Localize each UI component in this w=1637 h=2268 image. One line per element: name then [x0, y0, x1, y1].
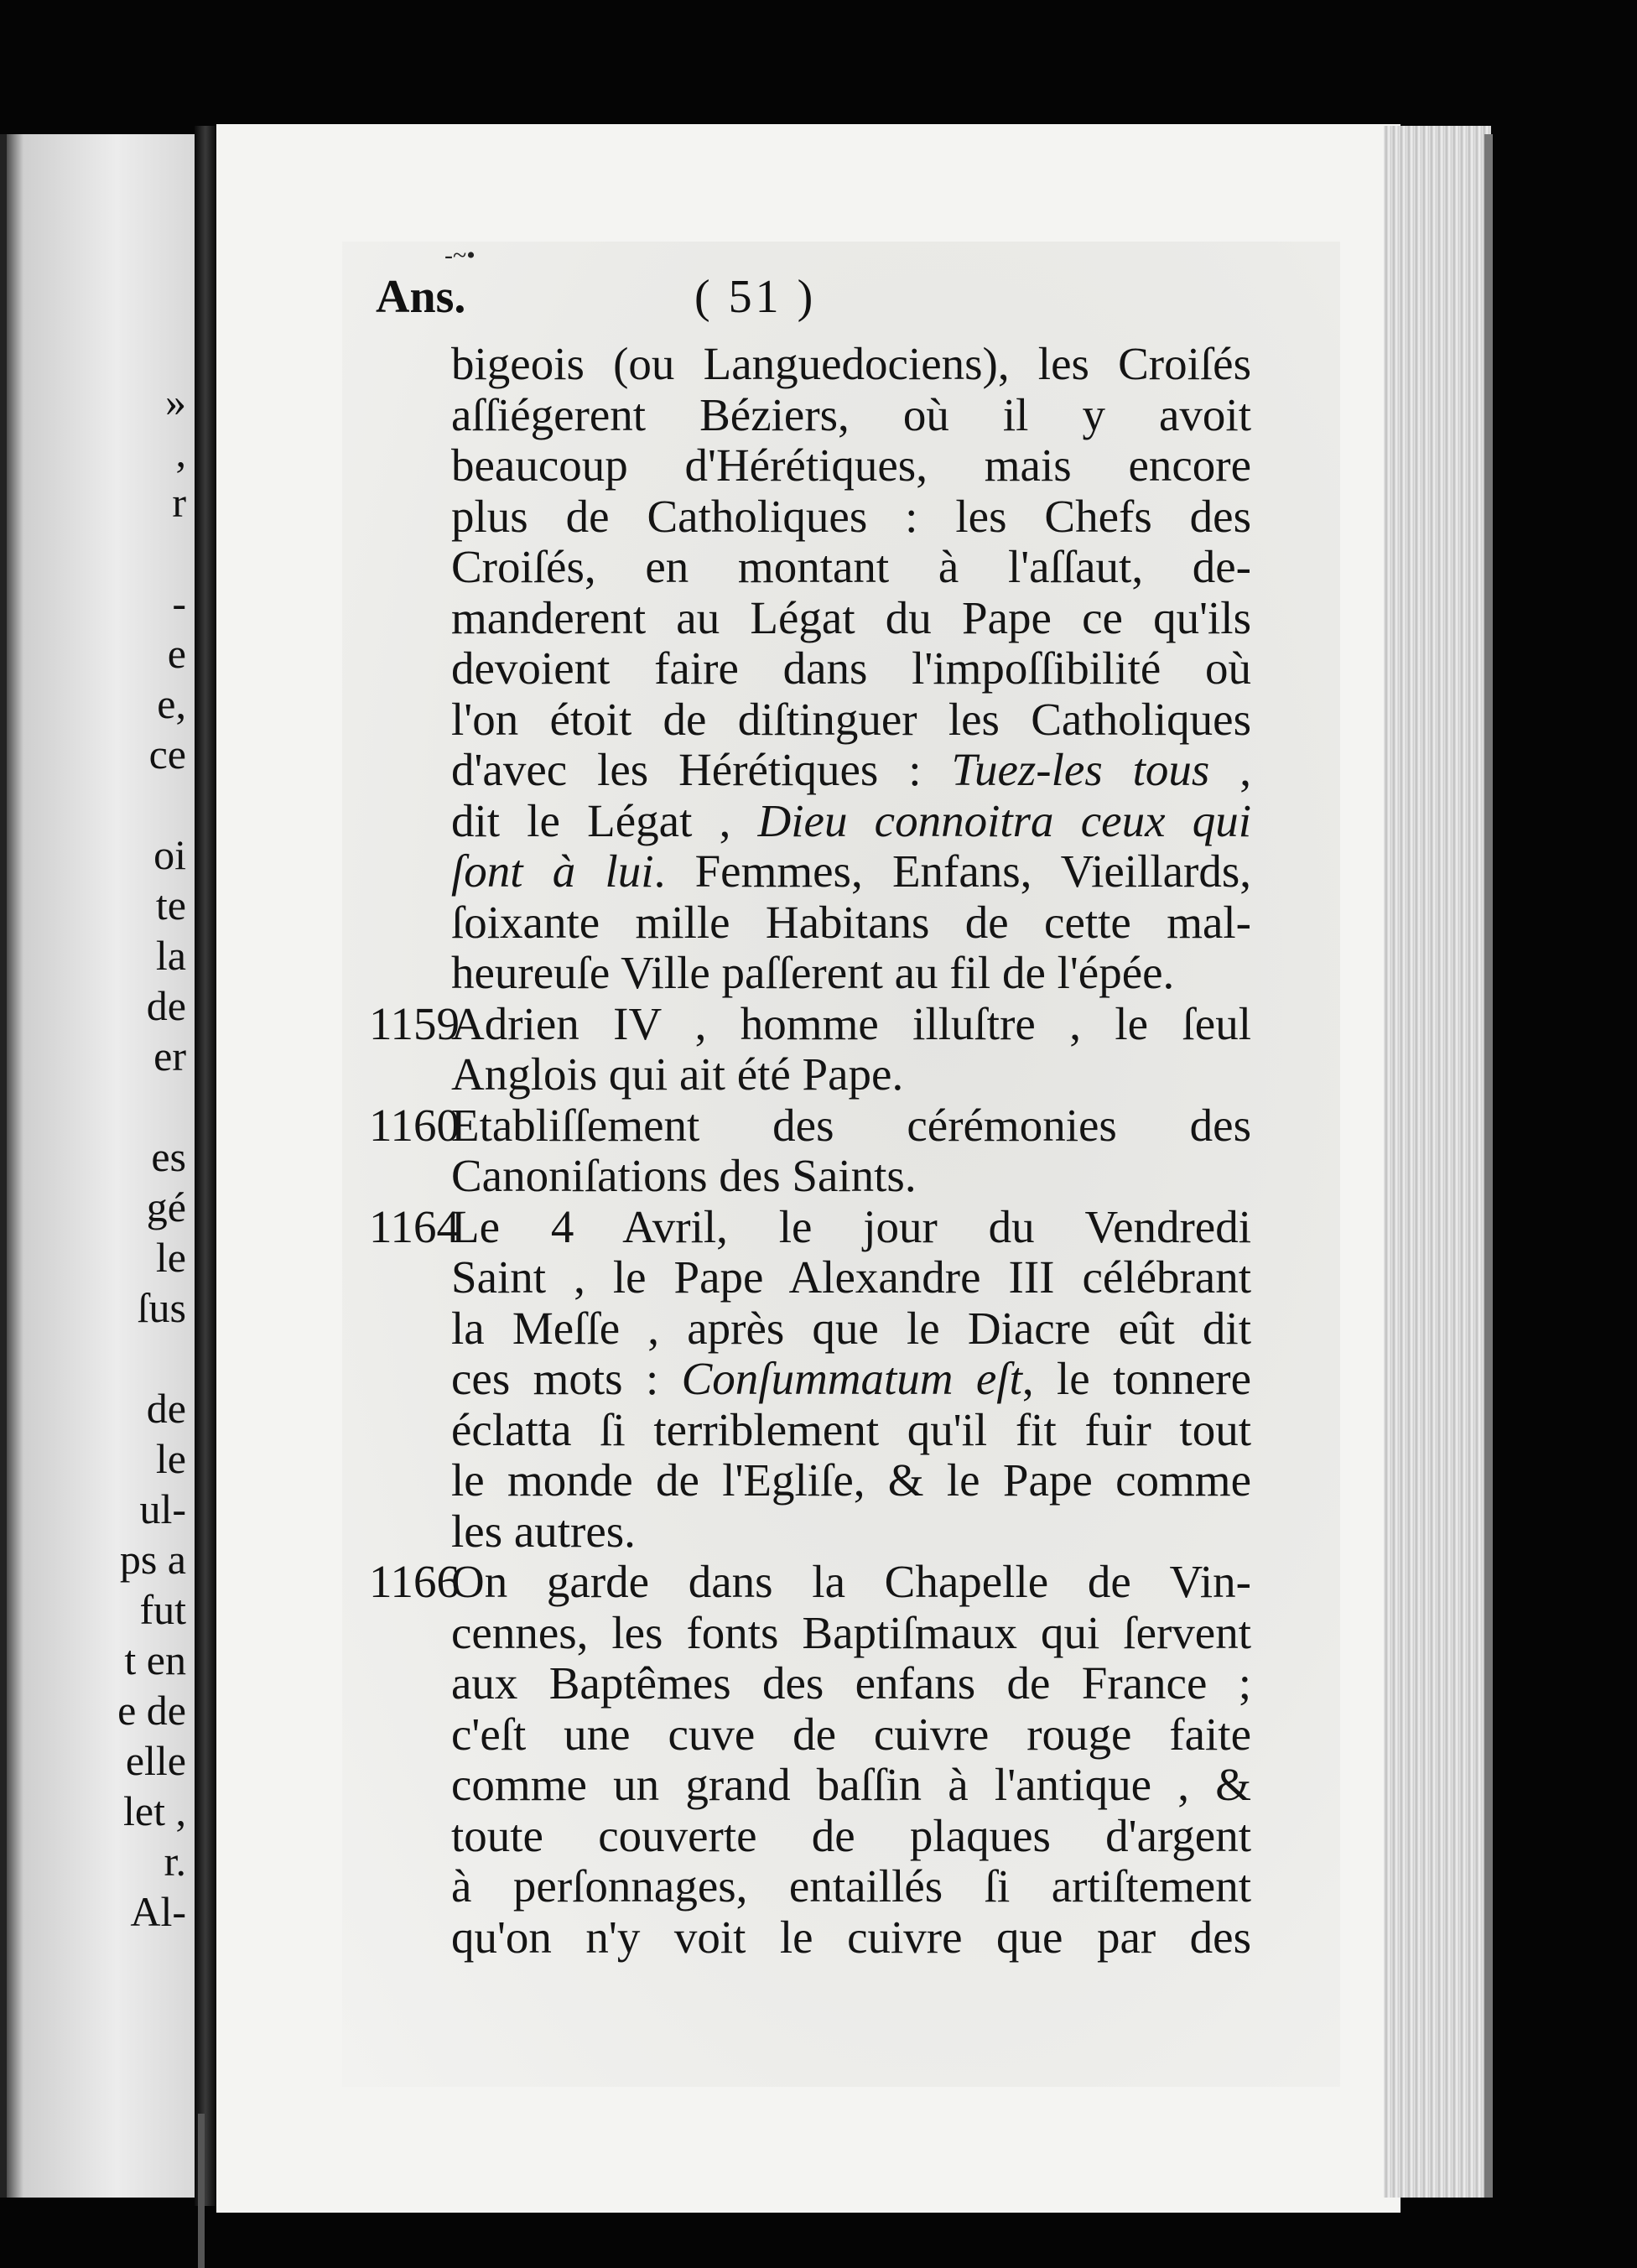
page-edges-shadow	[1484, 134, 1493, 2198]
entry-text: Le 4 Avril, le jour du Vendredi	[451, 1201, 1251, 1252]
header-ornament: -~•	[444, 242, 476, 269]
left-page-fragment: »	[165, 378, 186, 425]
left-page-fragment: de	[146, 982, 186, 1029]
left-page-fragment: oi	[153, 831, 186, 878]
text-run: dit le Légat ,	[451, 795, 758, 846]
text-run: ,	[1209, 745, 1251, 795]
left-page-fragment: de	[146, 1385, 186, 1432]
chronology-entry-line	[369, 999, 1251, 1050]
left-page-fragment: Al-	[130, 1888, 186, 1935]
text-line: ſoixante mille Habitans de cette mal-	[451, 897, 1251, 948]
chronology-entry-line	[369, 1557, 1251, 1608]
left-page-fragment: ps a	[119, 1536, 186, 1583]
left-page	[0, 134, 195, 2198]
italic-quote: Tuez-les tous	[951, 745, 1210, 795]
left-page-fragment: let ,	[123, 1787, 186, 1834]
text-line: devoient faire dans l'impoſſibilité où	[451, 643, 1251, 694]
left-page-fragment: le	[155, 1234, 186, 1281]
entry-year: 1164	[369, 1201, 460, 1252]
text-line: éclatta ſi terriblement qu'il fit fuir tout	[451, 1404, 1251, 1455]
entry-year: 1160	[369, 1100, 460, 1151]
left-page-fragment: gé	[146, 1183, 186, 1230]
text-line: aſſiégerent Béziers, où il y avoit	[451, 389, 1251, 440]
text-line	[369, 796, 1251, 847]
text-line: Saint , le Pape Alexandre III célébrant	[451, 1252, 1251, 1303]
left-page-fragment: r	[172, 479, 186, 526]
entry-text: Etabliſſement des cérémonies des	[451, 1100, 1251, 1151]
text-line: aux Baptêmes des enfans de France ;	[451, 1658, 1251, 1709]
left-page-fragment: ſus	[137, 1284, 186, 1331]
entry-text: On garde dans la Chapelle de Vin-	[451, 1557, 1251, 1607]
book-gutter	[195, 126, 216, 2206]
left-page-fragment: -	[172, 580, 186, 627]
entry-text: Adrien IV , homme illuſtre , le ſeul	[451, 998, 1251, 1049]
left-page-fragment: es	[151, 1133, 186, 1180]
running-head	[376, 270, 1248, 337]
text-run: . Femmes, Enfans, Vieillards,	[653, 846, 1251, 897]
left-page-fragment: r.	[164, 1838, 186, 1885]
text-line: toute couverte de plaques d'argent	[451, 1810, 1251, 1861]
left-page-fragment: t en	[124, 1636, 186, 1683]
text-line	[369, 1354, 1251, 1405]
text-line: cennes, les fonts Baptiſmaux qui ſervent	[451, 1607, 1251, 1658]
left-page-fragment: le	[155, 1435, 186, 1482]
left-page-fragment: fut	[139, 1586, 186, 1633]
text-line: la Meſſe , après que le Diacre eût dit	[451, 1303, 1251, 1354]
left-page-fragment: er	[153, 1033, 186, 1079]
text-run: d'avec les Hérétiques :	[451, 745, 952, 795]
left-page-fragment: elle	[125, 1737, 186, 1784]
bookmark-ribbon	[198, 2114, 205, 2268]
left-page-fragment: ul-	[139, 1485, 186, 1532]
italic-quote: Dieu connoitra ceux qui	[757, 795, 1251, 846]
text-line: l'on étoit de diſtinguer les Catholiques	[451, 694, 1251, 745]
text-line: beaucoup d'Hérétiques, mais encore	[451, 440, 1251, 491]
page-edges	[1384, 126, 1491, 2198]
text-line: Croiſés, en montant à l'aſſaut, de-	[451, 542, 1251, 592]
text-line: Canoniſations des Saints.	[451, 1151, 917, 1201]
text-line	[369, 846, 1251, 897]
text-body	[369, 339, 1251, 1963]
text-line: le monde de l'Egliſe, & le Pape comme	[451, 1455, 1251, 1506]
left-page-fragment: e de	[117, 1687, 186, 1734]
text-line: manderent au Légat du Pape ce qu'ils	[451, 592, 1251, 643]
page-number: ( 51 )	[694, 271, 817, 323]
left-page-edge	[0, 134, 7, 2198]
header-label: Ans.	[376, 271, 466, 323]
text-run: ces mots :	[451, 1354, 682, 1404]
text-line: heureuſe Ville paſſerent au fil de l'épée.	[451, 948, 1175, 998]
italic-quote: Conſummatum eſt	[681, 1354, 1022, 1404]
text-line: bigeois (ou Languedociens), les Croiſés	[451, 339, 1251, 389]
left-page-fragment: te	[155, 882, 186, 929]
text-line: Anglois qui ait été Pape.	[451, 1049, 904, 1100]
text-line: les autres.	[451, 1506, 636, 1557]
text-run: , le tonnere	[1021, 1354, 1251, 1404]
text-line: c'eſt une cuve de cuivre rouge faite	[451, 1709, 1251, 1760]
text-line: qu'on n'y voit le cuivre que par des	[451, 1912, 1251, 1963]
left-page-fragment: e	[167, 630, 186, 677]
text-line: à perſonnages, entaillés ſi artiſtement	[451, 1861, 1251, 1912]
italic-quote: ſont à lui	[451, 846, 654, 897]
text-line	[369, 745, 1251, 796]
chronology-entry-line	[369, 1100, 1251, 1152]
text-line: plus de Catholiques : les Chefs des	[451, 491, 1251, 542]
left-page-fragment: ,	[175, 429, 186, 476]
entry-year: 1159	[369, 998, 460, 1049]
left-page-fragment: e,	[157, 680, 186, 727]
entry-year: 1166	[369, 1557, 460, 1607]
left-page-fragment: la	[155, 932, 186, 979]
left-page-fragment: ce	[148, 731, 186, 778]
chronology-entry-line	[369, 1202, 1251, 1253]
text-line: comme un grand baſſin à l'antique , &	[451, 1760, 1251, 1810]
